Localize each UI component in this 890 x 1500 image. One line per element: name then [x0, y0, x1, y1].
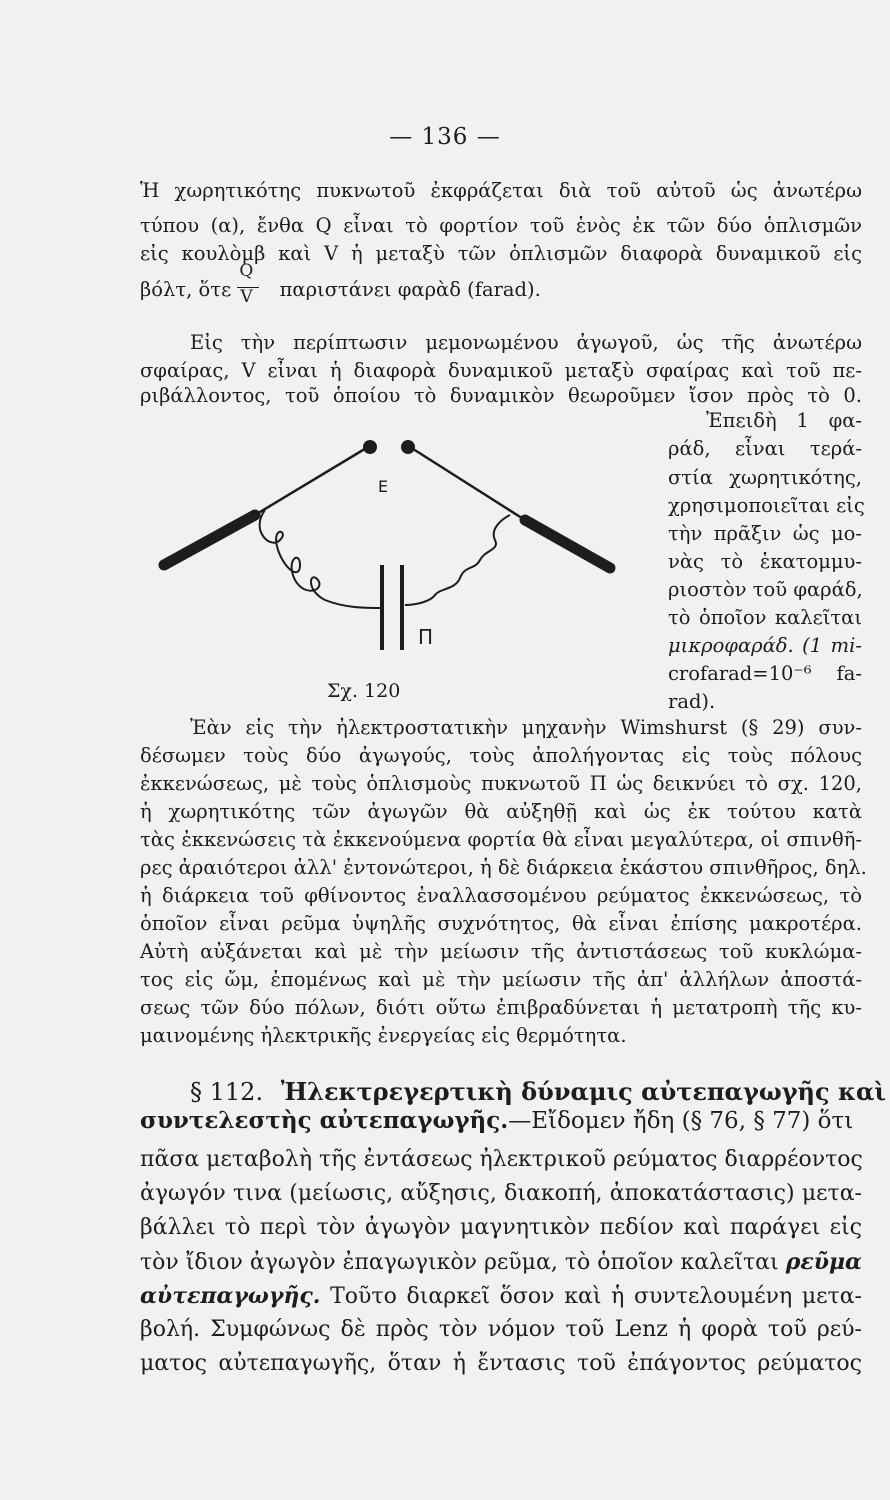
text-line: ὁποῖον εἶναι ρεῦμα ὑψηλῆς συχνότητος, θὰ εἶναι ἐπίσης μακροτέρα. [140, 912, 862, 935]
label-p: Π [418, 625, 434, 649]
fraction-denominator: V [240, 286, 253, 307]
text-span: τὸν ἴδιον ἀγωγὸν ἐπαγωγικὸν ρεῦμα, τὸ ὁποῖον καλεῖται [140, 1250, 779, 1275]
text-line: τὰς ἐκκενώσεις τὰ ἐκκενούμενα φορτία θὰ εἶναι μεγαλύτερα, οἱ σπινθῆ- [140, 828, 862, 851]
text-line: ριβάλλοντος, τοῦ ὁποίου τὸ δυναμικὸν θεωροῦμεν ἴσον πρὸς τὸ 0. [140, 384, 862, 407]
text-line: Εἰς τὴν περίπτωσιν μεμονωμένου ἀγωγοῦ, ὡς τῆς ἀνωτέρω [190, 331, 862, 354]
text-span: Τοῦτο διαρκεῖ ὅσον καὶ ἡ συντελουμένη μετα- [320, 1284, 862, 1309]
section-first-line: —Εἴδομεν ἤδη (§ 76, § 77) ὅτι [508, 1108, 854, 1134]
capacitor-figure [150, 430, 630, 660]
side-text-line: Ἐπειδὴ 1 φα- [706, 409, 862, 432]
section-heading [190, 1077, 886, 1106]
emphasis: ρεῦμα [785, 1249, 862, 1275]
left-coil-wire [260, 510, 382, 608]
right-coil-wire [405, 515, 510, 605]
left-ball [363, 440, 377, 454]
text-line [140, 1245, 862, 1279]
text-line: εἰς κουλὸμβ καὶ V ἡ μεταξὺ τῶν ὁπλισμῶν διαφορὰ δυναμικοῦ εἰς [140, 242, 862, 265]
side-text-line: τὴν πρᾶξιν ὡς μο- [668, 522, 862, 545]
text-line: πᾶσα μεταβολὴ τῆς ἐντάσεως ἠλεκτρικοῦ ρεύματος διαρρέοντος [140, 1147, 863, 1172]
side-text-line: ριοστὸν τοῦ φαράδ, [668, 578, 863, 601]
text-line: ἐκκενώσεως, μὲ τοὺς ὁπλισμοὺς πυκνωτοῦ Π ὡς δεικνύει τὸ σχ. 120, [140, 772, 862, 795]
fraction-line [140, 260, 541, 307]
side-text-line: τὸ ὁποῖον καλεῖται [668, 606, 862, 629]
side-text-line: στία χωρητικότης, [668, 466, 862, 489]
text-line: ματος αὐτεπαγωγῆς, ὅταν ἡ ἔντασις τοῦ ἐπάγοντος ρεύματος [140, 1351, 862, 1376]
emphasis: αὐτεπαγωγῆς. [140, 1283, 321, 1309]
fraction-prefix: βόλτ, ὅτε [140, 278, 232, 301]
side-text-line: νὰς τὸ ἑκατομμυ- [668, 550, 862, 573]
side-text-line: crofarad=10⁻⁶ fa- [668, 662, 862, 685]
right-rod [410, 447, 525, 520]
section-title-part1: Ἠλεκτρεγερτικὴ δύναμις αὐτεπαγωγῆς καὶ [280, 1077, 887, 1106]
text-line: Αὐτὴ αὐξάνεται καὶ μὲ τὴν μείωσιν τῆς ἀντιστάσεως τοῦ κυκλώμα- [140, 940, 862, 963]
fraction-numerator: Q [239, 260, 254, 281]
text-line: ἀγωγόν τινα (μείωσις, αὔξησις, διακοπή, ἀποκατάστασις) μετα- [140, 1181, 862, 1206]
side-text-line: χρησιμοποιεῖται εἰς [668, 494, 865, 517]
text-line: βάλλει τὸ περὶ τὸν ἀγωγὸν μαγνητικὸν πεδίον καὶ παράγει εἰς [140, 1215, 862, 1240]
text-line: δέσωμεν τοὺς δύο ἀγωγούς, τοὺς ἀπολήγοντας εἰς τοὺς πόλους [140, 744, 862, 767]
page-number: — 136 — [389, 124, 501, 150]
right-ball [401, 440, 415, 454]
section-title-part2: συντελεστὴς αὐτεπαγωγῆς. [140, 1107, 509, 1134]
section-number: § 112. [190, 1078, 264, 1106]
text-line [140, 1279, 862, 1313]
right-handle [525, 520, 610, 568]
text-line: σεως τῶν δύο πόλων, διότι οὕτω ἐπιβραδύνεται ἡ μετατροπὴ τῆς κυ- [140, 996, 862, 1019]
side-text-line: μικροφαράδ. (1 mi- [668, 634, 862, 657]
side-text-line: ράδ, εἶναι τερά- [668, 437, 862, 460]
text-line: Ἐὰν εἰς τὴν ἠλεκτροστατικὴν μηχανὴν Wimshurst (§ 29) συν- [190, 716, 862, 739]
text-line: ἡ διάρκεια τοῦ φθίνοντος ἐναλλασσομένου ρεύματος ἐκκενώσεως, τὸ [140, 884, 862, 907]
side-text-line: rad). [668, 690, 716, 713]
text-line: ἡ χωρητικότης τῶν ἀγωγῶν θὰ αὐξηθῇ καὶ ὡς ἐκ τούτου κατὰ [140, 800, 862, 823]
text-line: Ἡ χωρητικότης πυκνωτοῦ ἐκφράζεται διὰ τοῦ αὐτοῦ ὡς ἀνωτέρω [140, 179, 862, 202]
figure-caption: Σχ. 120 [327, 680, 401, 702]
left-handle [164, 515, 255, 565]
label-e: Ε [378, 477, 389, 496]
left-rod [255, 447, 368, 515]
text-line: σφαίρας, V εἶναι ἡ διαφορὰ δυναμικοῦ μεταξὺ σφαίρας καὶ τοῦ πε- [140, 359, 862, 382]
text-line: ρες ἀραιότεροι ἀλλ' ἐντονώτεροι, ἡ δὲ διάρκεια ἑκάστου σπινθῆρος, δηλ. [140, 856, 867, 879]
fraction-suffix: παριστάνει φαρὰδ (farad). [279, 278, 541, 301]
text-line: βολή. Συμφώνως δὲ πρὸς τὸν νόμον τοῦ Lenz ἡ φορὰ τοῦ ρεύ- [140, 1317, 862, 1342]
text-line: τος εἰς ὤμ, ἐπομένως καὶ μὲ τὴν μείωσιν τῆς ἀπ' ἀλλήλων ἀποστά- [140, 968, 862, 991]
fraction [237, 260, 259, 307]
section-heading-cont [140, 1107, 853, 1134]
text-line: τύπου (α), ἔνθα Q εἶναι τὸ φορτίον τοῦ ἑνὸς ἐκ τῶν δύο ὁπλισμῶν [140, 214, 862, 237]
text-line: μαινομένης ἠλεκτρικῆς ἐνεργείας εἰς θερμότητα. [140, 1024, 627, 1047]
